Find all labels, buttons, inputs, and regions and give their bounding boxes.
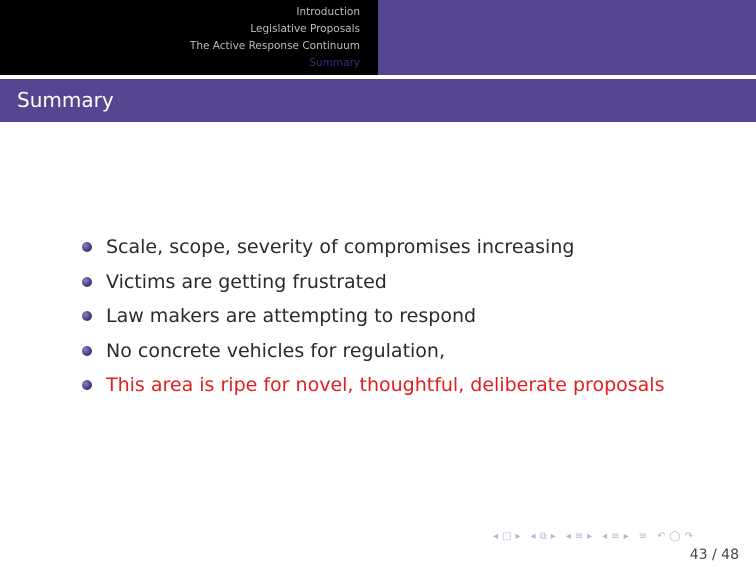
page-separator: / <box>707 547 722 563</box>
bullet-text: Victims are getting frustrated <box>106 270 387 293</box>
section-link-legislative-proposals[interactable]: Legislative Proposals <box>250 23 360 35</box>
page-current: 43 <box>689 547 708 563</box>
first-frame-icon[interactable]: ◂ <box>493 530 499 542</box>
undo-icon[interactable]: ↶ <box>657 530 666 542</box>
next-slide-icon[interactable]: ▸ <box>623 530 629 542</box>
prev-subsection-icon[interactable]: ◂ <box>530 530 536 542</box>
frame-title: Summary <box>17 88 114 112</box>
headline-right-panel <box>378 0 756 75</box>
bullet-item <box>80 268 664 303</box>
next-section-icon[interactable]: ▸ <box>587 530 593 542</box>
zoom-icon[interactable]: ◯ <box>669 530 681 542</box>
bullet-item <box>80 233 664 268</box>
bullet-ball-icon <box>82 380 92 390</box>
page-number <box>690 547 739 563</box>
bullet-ball-icon <box>82 242 92 252</box>
bullet-list <box>80 233 664 406</box>
bullet-item <box>80 302 664 337</box>
next-subsection-icon[interactable]: ▸ <box>550 530 556 542</box>
bullet-text: Scale, scope, severity of compromises increasing <box>106 236 575 258</box>
slide-icon[interactable]: ≡ <box>611 530 620 542</box>
prev-slide-icon[interactable]: ◂ <box>602 530 608 542</box>
section-list <box>190 4 360 72</box>
subsection-icon[interactable]: ⧉ <box>539 530 547 542</box>
section-link-introduction[interactable]: Introduction <box>296 6 360 18</box>
bullet-ball-icon <box>82 277 92 287</box>
section-icon[interactable]: ≡ <box>574 530 584 542</box>
headline-bar <box>0 0 756 75</box>
next-frame-icon[interactable]: ▸ <box>515 530 521 542</box>
bullet-text: Law makers are attempting to respond <box>106 305 477 327</box>
section-link-summary[interactable]: Summary <box>309 57 360 69</box>
section-link-active-response-continuum[interactable]: The Active Response Continuum <box>189 40 360 52</box>
bullet-ball-icon <box>82 346 92 356</box>
section-navigation <box>0 0 378 75</box>
bullet-text: This area is ripe for novel, thoughtful, deliberate proposals <box>106 374 665 396</box>
bullet-item <box>80 337 664 372</box>
bullet-ball-icon <box>82 311 92 321</box>
search-icon[interactable]: ≡ <box>638 530 648 542</box>
bullet-item-highlighted <box>80 371 664 406</box>
prev-section-icon[interactable]: ◂ <box>565 530 571 542</box>
frame-icon[interactable]: □ <box>502 530 512 542</box>
navigation-symbols <box>493 529 697 543</box>
page-total: 48 <box>721 547 739 563</box>
bullet-text: No concrete vehicles for regulation, <box>106 339 446 362</box>
redo-icon[interactable]: ↷ <box>684 530 693 542</box>
